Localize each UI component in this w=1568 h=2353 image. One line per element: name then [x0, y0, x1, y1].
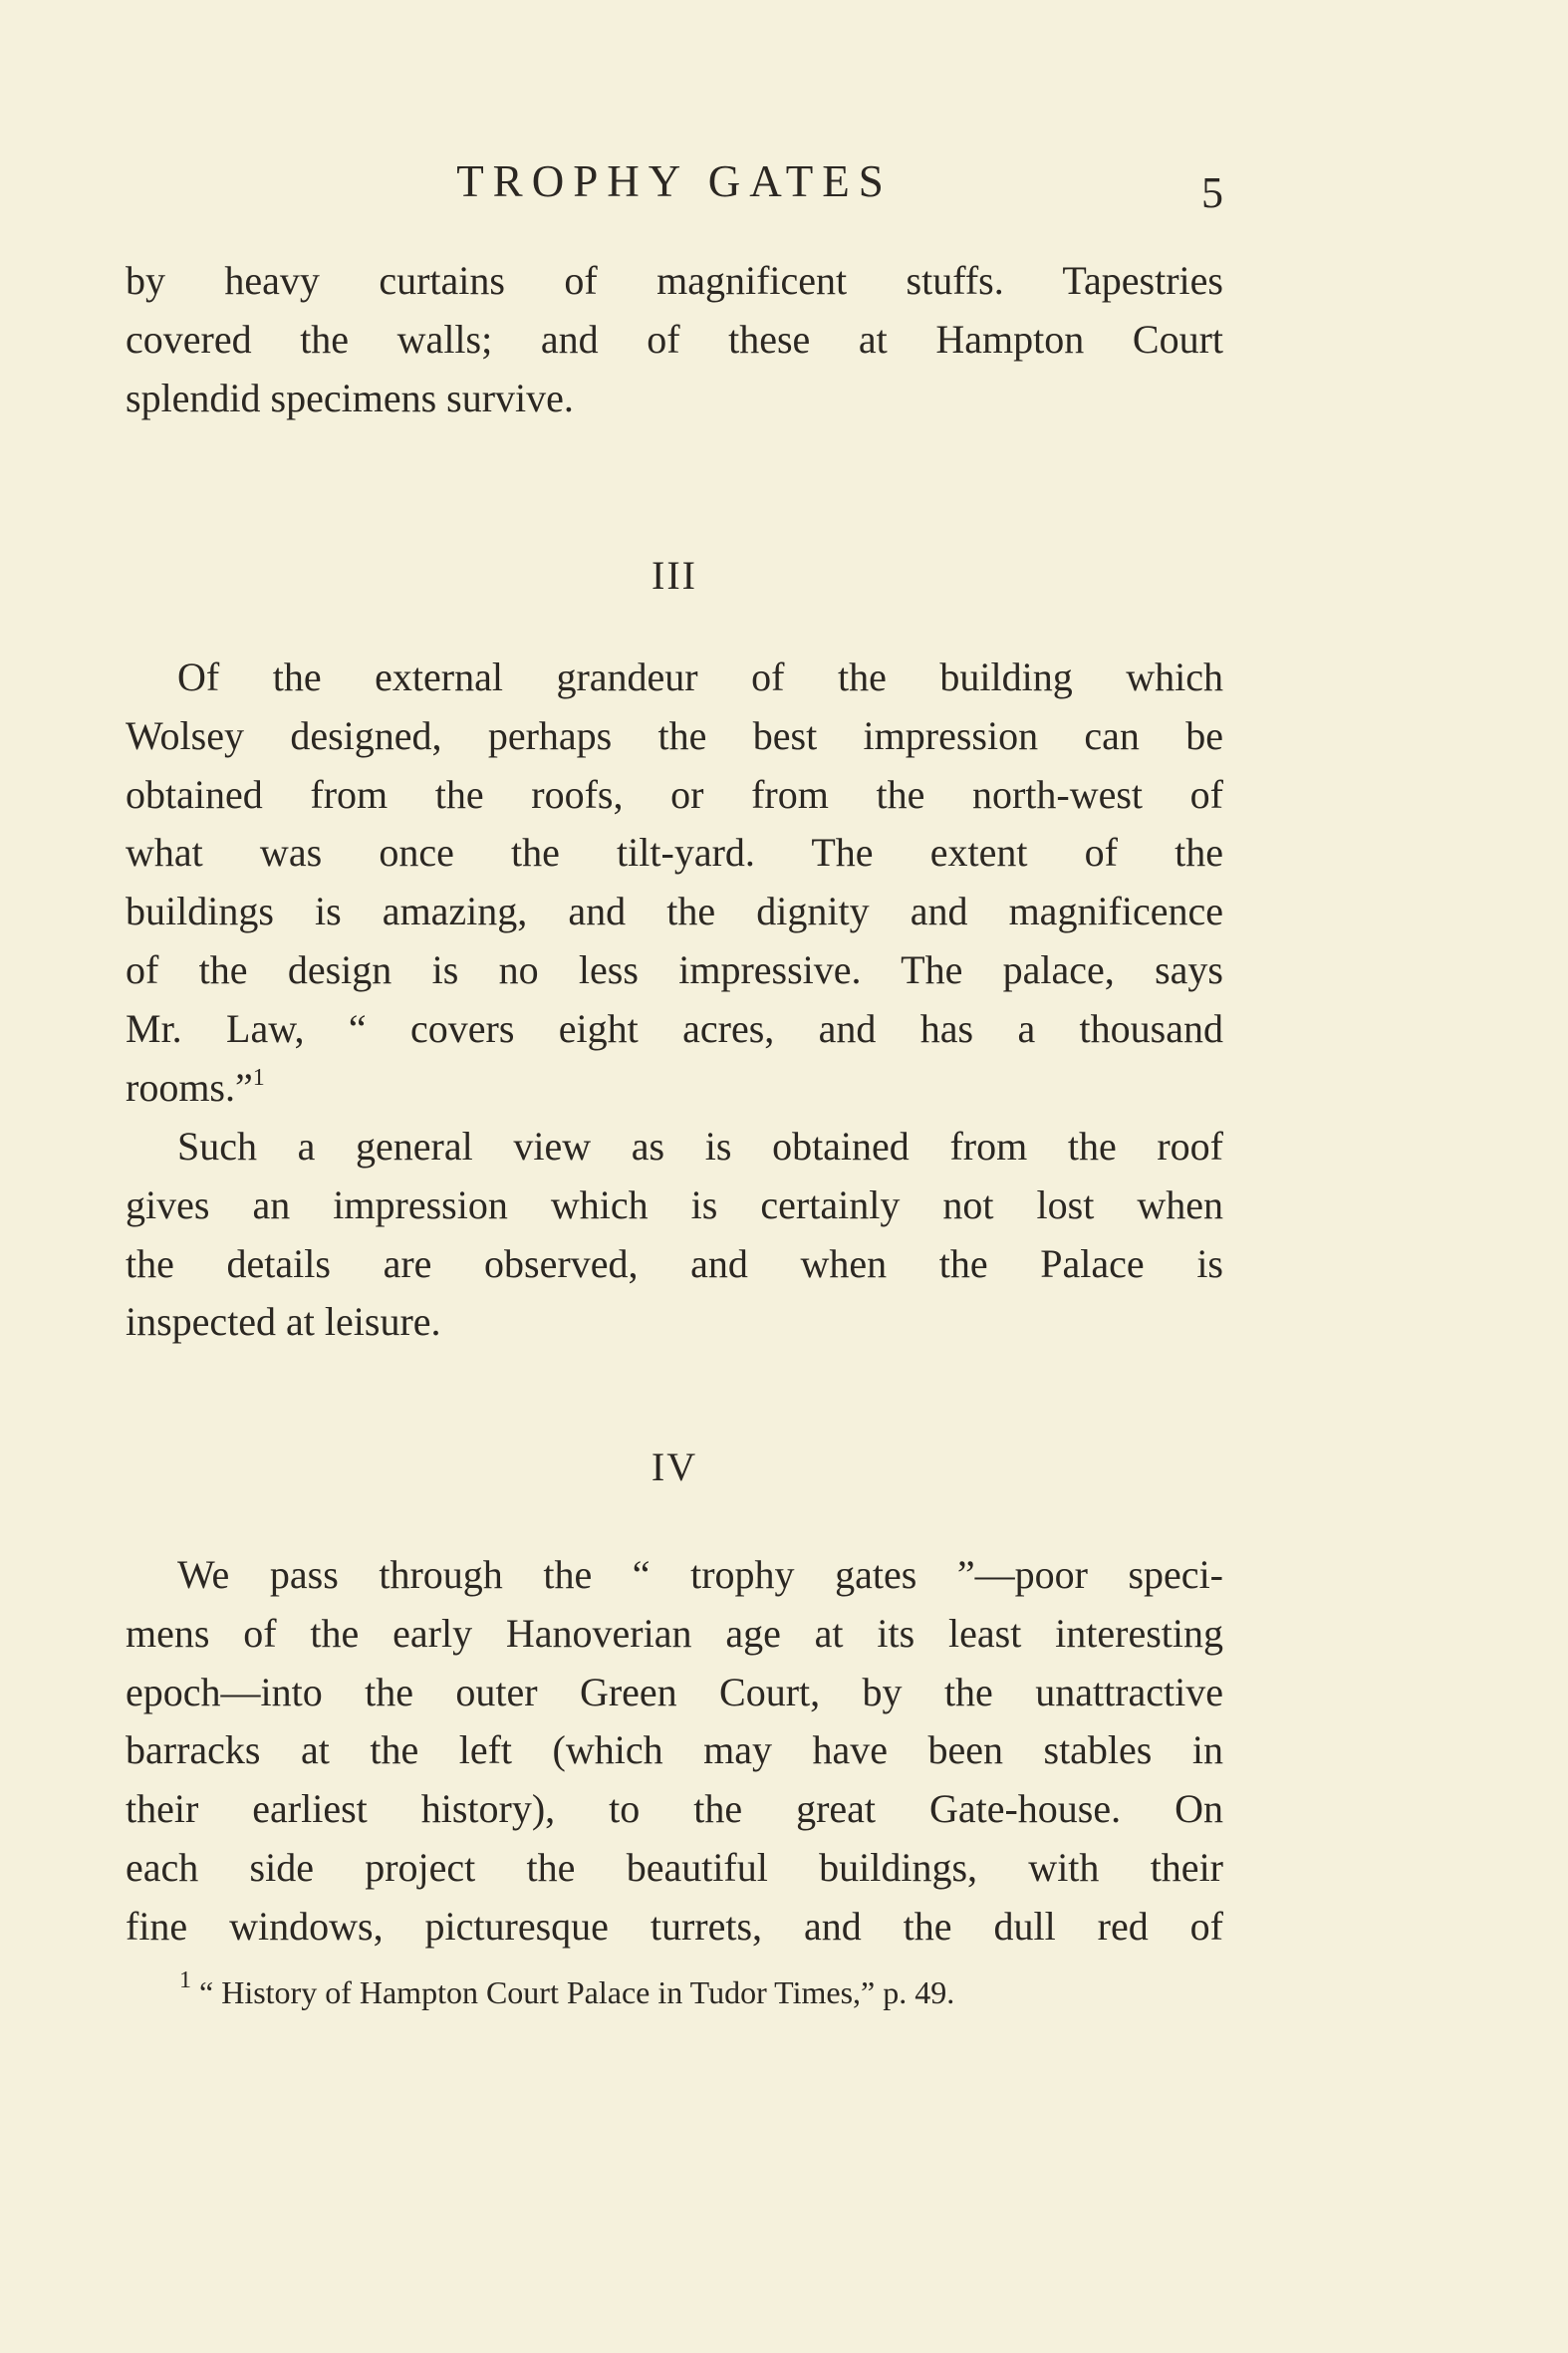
section-heading-iii: III [652, 553, 697, 598]
footnote-text: “ History of Hampton Court Palace in Tudor Times,” p. 49. [199, 1974, 955, 2010]
paragraph-continued [126, 252, 1223, 427]
text-line: gives an impression which is certainly not lost when [126, 1181, 1223, 1227]
text-line: mens of the early Hanoverian age at its least interesting [126, 1610, 1223, 1656]
text-line-content: rooms.” [126, 1064, 253, 1110]
text-line: what was once the tilt-yard. The extent of the [126, 830, 1223, 876]
text-line: buildings is amazing, and the dignity and magnificence [126, 889, 1223, 934]
footnote [179, 1967, 955, 2014]
text-line [126, 1059, 1223, 1118]
text-line: barracks at the left (which may have been stables in [126, 1727, 1223, 1773]
text-line: Mr. Law, “ covers eight acres, and has a thousand [126, 1005, 1223, 1051]
text-line: Of the external grandeur of the building which [177, 654, 1223, 699]
text-line: epoch—into the outer Green Court, by the unattractive [126, 1669, 1223, 1714]
running-title: TROPHY GATES [456, 156, 893, 206]
text-line: obtained from the roofs, or from the north-west of [126, 771, 1223, 817]
text-line: by heavy curtains of magnificent stuffs. Tapestries [126, 258, 1223, 303]
text-line: splendid specimens survive. [126, 375, 574, 420]
text-line: their earliest history), to the great Gate-house. On [126, 1786, 1223, 1832]
page-number: 5 [1201, 168, 1223, 217]
text-line: the details are observed, and when the Palace is [126, 1240, 1223, 1286]
section-iv-paragraph-1 [126, 1546, 1223, 1957]
text-line: Such a general view as is obtained from the roof [177, 1124, 1223, 1169]
text-line: of the design is no less impressive. The palace, says [126, 946, 1223, 992]
text-line: inspected at leisure. [126, 1299, 441, 1345]
section-heading-iv: IV [651, 1444, 698, 1489]
section-iii-paragraph-1 [126, 649, 1223, 1117]
text-line: covered the walls; and of these at Hampton Court [126, 316, 1223, 362]
text-line: fine windows, picturesque turrets, and the dull red of [126, 1903, 1223, 1949]
text-line: Wolsey designed, perhaps the best impression can be [126, 712, 1223, 758]
footnote-marker: 1 [179, 1967, 191, 1993]
section-iii-paragraph-2 [126, 1118, 1223, 1352]
text-line: We pass through the “ trophy gates ”—poor speci- [177, 1552, 1223, 1597]
text-line: each side project the beautiful buildings, with their [126, 1844, 1223, 1890]
page-header [126, 151, 1223, 217]
footnote-reference: 1 [252, 1064, 265, 1091]
